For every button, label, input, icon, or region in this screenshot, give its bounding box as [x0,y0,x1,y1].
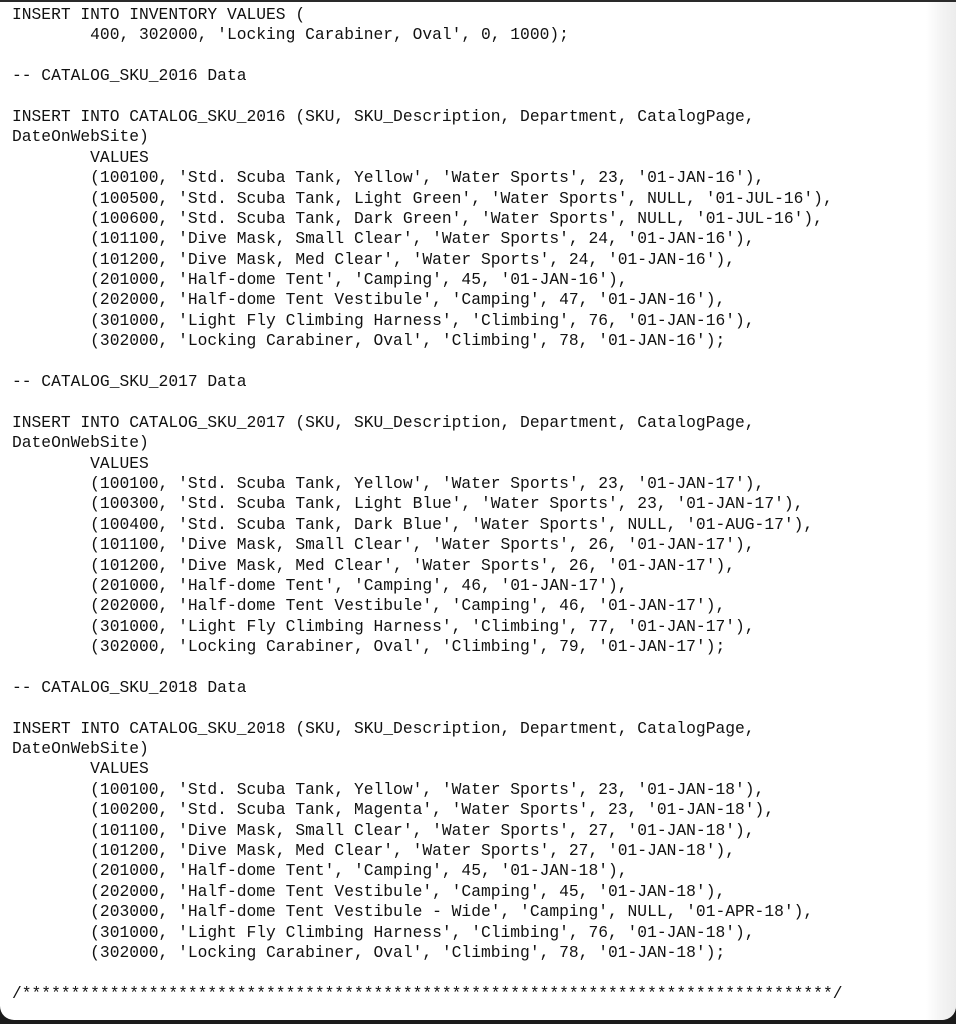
insert-statement-line: INSERT INTO CATALOG_SKU_2017 (SKU, SKU_Description, Department, CatalogPage, [12,412,755,432]
value-row-line: (101200, 'Dive Mask, Med Clear', 'Water Sports', 26, '01-JAN-17'), [12,555,736,575]
value-row-line: (100100, 'Std. Scuba Tank, Yellow', 'Water Sports', 23, '01-JAN-18'), [12,779,765,799]
value-row-line: (101100, 'Dive Mask, Small Clear', 'Water Sports', 24, '01-JAN-16'), [12,229,755,249]
blank-line [12,658,842,678]
insert-statement-line: INSERT INTO CATALOG_SKU_2016 (SKU, SKU_Description, Department, CatalogPage, [12,106,755,126]
code-line: DateOnWebSite) [12,127,149,147]
sql-document-view [0,2,956,1020]
comment-divider-line: /***********************************************************************************/ [12,983,843,1003]
value-row-line: (203000, 'Half-dome Tent Vestibule - Wide', 'Camping', NULL, '01-APR-18'), [12,902,814,922]
blank-line [12,46,842,66]
right-edge-shadow [926,2,956,1020]
blank-line [12,963,842,983]
blank-line [12,698,842,718]
value-row-line: (302000, 'Locking Carabiner, Oval', 'Climbing', 78, '01-JAN-18'); [12,942,726,962]
insert-statement-line: INSERT INTO CATALOG_SKU_2018 (SKU, SKU_Description, Department, CatalogPage, [12,718,755,738]
value-row-line: (100100, 'Std. Scuba Tank, Yellow', 'Water Sports', 23, '01-JAN-17'), [12,473,765,493]
value-row-line: (201000, 'Half-dome Tent', 'Camping', 45, '01-JAN-16'), [12,270,628,290]
value-row-line: (202000, 'Half-dome Tent Vestibule', 'Camping', 46, '01-JAN-17'), [12,596,726,616]
value-row-line: (302000, 'Locking Carabiner, Oval', 'Climbing', 78, '01-JAN-16'); [12,331,726,351]
value-row-line: (202000, 'Half-dome Tent Vestibule', 'Camping', 45, '01-JAN-18'), [12,881,726,901]
value-row-line: (101100, 'Dive Mask, Small Clear', 'Water Sports', 27, '01-JAN-18'), [12,820,755,840]
value-row-line: (100300, 'Std. Scuba Tank, Light Blue', 'Water Sports', 23, '01-JAN-17'), [12,494,804,514]
value-row-line: (201000, 'Half-dome Tent', 'Camping', 45, '01-JAN-18'), [12,861,628,881]
value-row-line: (301000, 'Light Fly Climbing Harness', 'Climbing', 76, '01-JAN-18'), [12,922,755,942]
value-row-line: (100400, 'Std. Scuba Tank, Dark Blue', 'Water Sports', NULL, '01-AUG-17'), [12,514,814,534]
code-line: DateOnWebSite) [12,433,149,453]
value-row-line: (202000, 'Half-dome Tent Vestibule', 'Camping', 47, '01-JAN-16'), [12,290,726,310]
section-comment: -- CATALOG_SKU_2018 Data [12,677,247,697]
code-line: DateOnWebSite) [12,739,149,759]
value-row-line: (301000, 'Light Fly Climbing Harness', 'Climbing', 77, '01-JAN-17'), [12,616,755,636]
value-row-line: (302000, 'Locking Carabiner, Oval', 'Climbing', 79, '01-JAN-17'); [12,637,726,657]
blank-line [12,87,842,107]
value-row-line: (201000, 'Half-dome Tent', 'Camping', 46, '01-JAN-17'), [12,575,628,595]
blank-line [12,392,842,412]
sql-code-block [12,5,842,1004]
section-comment: -- CATALOG_SKU_2017 Data [12,372,247,392]
insert-statement-line: INSERT INTO INVENTORY VALUES ( [12,5,306,24]
blank-line [12,352,842,372]
values-keyword-line: VALUES [12,147,149,167]
value-row-line: (101200, 'Dive Mask, Med Clear', 'Water Sports', 27, '01-JAN-18'), [12,841,736,861]
value-row-line: (100100, 'Std. Scuba Tank, Yellow', 'Water Sports', 23, '01-JAN-16'), [12,168,765,188]
values-keyword-line: VALUES [12,453,149,473]
value-row-line: (101100, 'Dive Mask, Small Clear', 'Water Sports', 26, '01-JAN-17'), [12,535,755,555]
value-row-line: (100200, 'Std. Scuba Tank, Magenta', 'Water Sports', 23, '01-JAN-18'), [12,800,775,820]
values-keyword-line: VALUES [12,759,149,779]
section-comment: -- CATALOG_SKU_2016 Data [12,66,247,86]
value-row-line: (100600, 'Std. Scuba Tank, Dark Green', 'Water Sports', NULL, '01-JUL-16'), [12,208,823,228]
value-row-line: (100500, 'Std. Scuba Tank, Light Green', 'Water Sports', NULL, '01-JUL-16'), [12,188,833,208]
value-row-line: (301000, 'Light Fly Climbing Harness', 'Climbing', 76, '01-JAN-16'), [12,310,755,330]
value-row-line: (101200, 'Dive Mask, Med Clear', 'Water Sports', 24, '01-JAN-16'), [12,249,736,269]
code-line: 400, 302000, 'Locking Carabiner, Oval', 0, 1000); [12,25,569,45]
